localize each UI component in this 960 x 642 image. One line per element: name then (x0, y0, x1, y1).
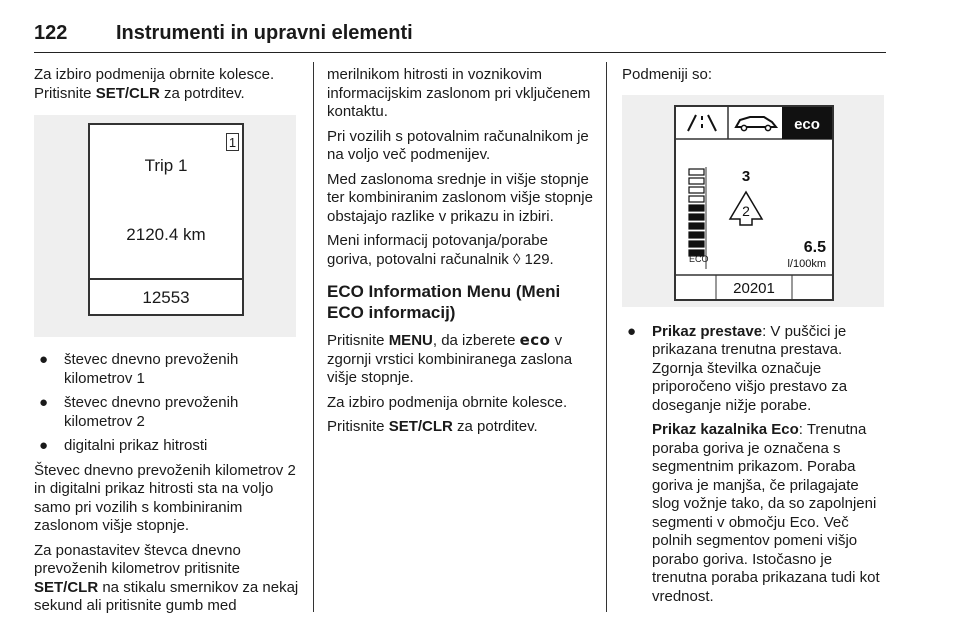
paragraph: Pritisnite MENU, da izberete eco v zgornji vrstici kombiniranega zaslona višje stopnje. (327, 331, 573, 386)
trip-badge: 1 (226, 133, 239, 151)
list-item: ● števec dnevno prevoženih kilometrov 2 (39, 394, 239, 430)
eco-zone-label: ECO (689, 253, 709, 264)
list-item: ● števec dnevno prevoženih kilometrov 1 (39, 351, 239, 387)
current-gear: 2 (742, 202, 750, 219)
page-number: 122 (34, 22, 68, 44)
list-item: ● digitalni prikaz hitrosti (39, 437, 208, 454)
consumption-unit: l/100km (787, 257, 826, 270)
segment-empty (689, 169, 704, 175)
eco-tab-label: eco (794, 115, 820, 133)
recommended-gear: 3 (741, 167, 751, 185)
segment-filled (689, 214, 704, 220)
column-2 (327, 66, 595, 443)
column-3 (622, 66, 884, 612)
list-item: ● Prikaz prestave: V puščici je prikazana trenutna prestava. Zgornja številka označuje priporočeno višjo prestavo za doseganje nižje porabe. (627, 322, 848, 414)
section-heading: ECO Information Menu (Meni ECO informacij) (327, 282, 561, 322)
paragraph: Pritisnite SET/CLR za potrditev. (327, 418, 538, 435)
trip-display-figure (34, 115, 296, 337)
trip-display-screen (88, 123, 244, 316)
paragraph: merilnikom hitrosti in voznikovim informacijskim zaslonom pri vključenem kontaktu. (327, 66, 591, 120)
trip-title: Trip 1 (144, 156, 188, 175)
segment-filled (689, 223, 704, 229)
paragraph: Za izbiro podmenija obrnite kolesce. Pritisnite SET/CLR za potrditev. (34, 66, 275, 102)
column-divider-1 (313, 62, 314, 612)
list-item-continuation: Prikaz kazalnika Eco: Trenutna poraba goriva je označena s segmentnim prikazom. Poraba goriva je manjša, če prilagajate slog vožnje tako, da so zapolnjeni segmenti v območju Eco. Več polnih segmentov pomeni višjo porabo goriva. Istočasno je trenutna poraba prikazana tudi kot vrednost. (652, 421, 880, 605)
segment-empty (689, 178, 704, 184)
page-reference-link[interactable]: ◊ 129. (512, 250, 554, 268)
car-icon (736, 117, 776, 131)
road-icon (688, 115, 716, 131)
segment-empty (689, 196, 704, 202)
page-header (34, 22, 886, 53)
segment-empty (689, 187, 704, 193)
segment-filled (689, 241, 704, 247)
paragraph: Meni informacij potovanja/porabe goriva, potovalni računalnik ◊ 129. (327, 232, 554, 268)
segment-filled (689, 205, 704, 211)
segment-filled (689, 232, 704, 238)
trip-distance: 2120.4 km (126, 225, 206, 244)
consumption-value: 6.5 (803, 238, 826, 256)
eco-symbol: eco (519, 331, 551, 349)
paragraph: Podmeniji so: (622, 66, 713, 83)
eco-segment-bar (689, 169, 704, 256)
odometer-value: 20201 (733, 279, 775, 297)
screen-divider (90, 278, 242, 280)
column-divider-2 (606, 62, 607, 612)
odometer-value: 12553 (142, 288, 190, 307)
eco-display-graphic (676, 107, 832, 299)
paragraph: Pri vozilih s potovalnim računalnikom je na voljo več podmenijev. (327, 127, 589, 163)
page-title: Instrumenti in upravni elementi (116, 22, 413, 44)
paragraph: Za ponastavitev števca dnevno prevoženih kilometrov pritisnite SET/CLR na stikalu smernikov za nekaj sekund ali pritisnite gumb med (34, 541, 299, 614)
paragraph: Med zaslonoma srednje in višje stopnje ter kombiniranim zaslonom višje stopnje obstajajo razlike v prikazu in izbiri. (327, 170, 593, 225)
eco-display-figure (622, 95, 884, 307)
paragraph: Za izbiro podmenija obrnite kolesce. (327, 393, 568, 411)
column-1 (34, 66, 302, 622)
eco-display-screen (674, 105, 834, 301)
paragraph: Števec dnevno prevoženih kilometrov 2 in digitalni prikaz hitrosti sta na voljo samo pri vozilih s kombiniranim zaslonom višje stopnje. (34, 461, 296, 534)
